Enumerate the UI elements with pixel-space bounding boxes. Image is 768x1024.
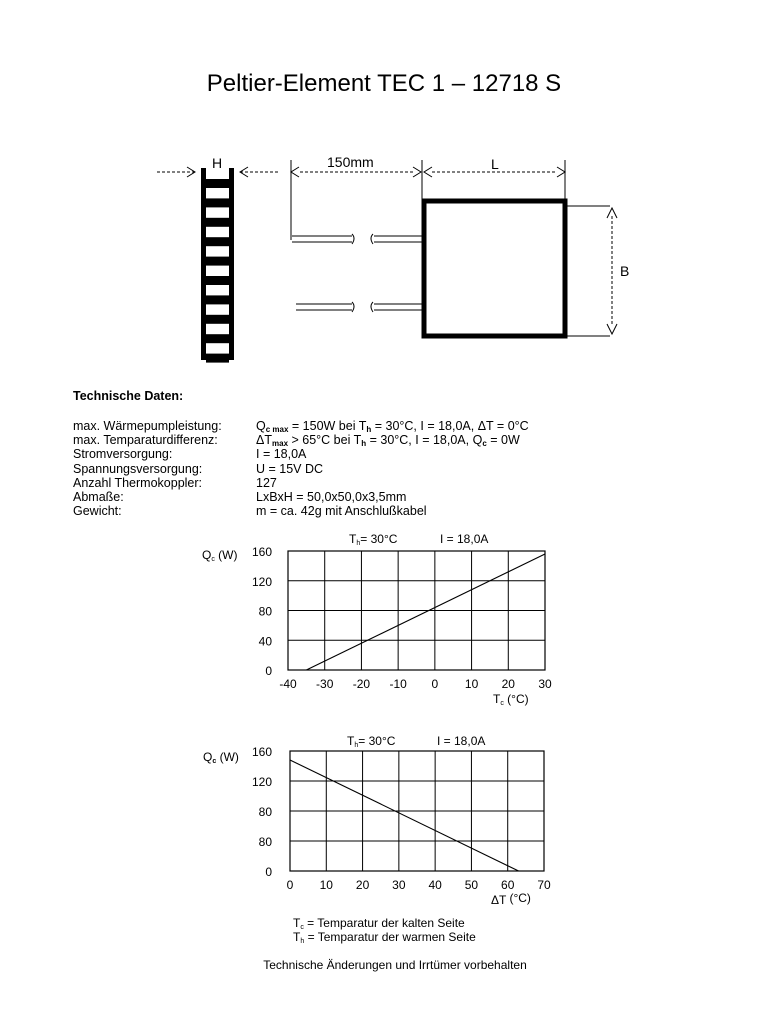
side-view-rung <box>206 218 229 227</box>
spec-label: Gewicht: <box>73 504 122 519</box>
spec-label: Abmaße: <box>73 490 124 504</box>
x-tick-label: 50 <box>464 878 479 892</box>
y-tick-label: 160 <box>251 545 272 559</box>
series-line <box>306 554 545 670</box>
side-view-rung <box>206 179 229 188</box>
chart-header-current: I = 18,0A <box>440 532 489 546</box>
spec-value: $\Delta T_{max} > 65^\circ C$ bei $T_h = 30^\circ C$, I = 18,0A, $Q_c = 0W$ <box>256 433 520 449</box>
y-tick-label: 40 <box>258 634 272 649</box>
x-axis-label: ΔT (°C) <box>491 891 531 907</box>
y-tick-label: 80 <box>258 604 272 619</box>
x-tick-label: -20 <box>352 677 371 691</box>
y-tick-label: 120 <box>251 574 272 589</box>
spec-value: I = 18,0A <box>256 447 307 462</box>
spec-value: U = 15V DC <box>256 461 324 476</box>
y-tick-label: 160 <box>251 745 272 759</box>
side-view-rung <box>206 237 229 246</box>
side-view-rung <box>206 315 229 324</box>
spec-label: Stromversorgung: <box>73 447 173 462</box>
chart-qc-vs-tc <box>190 528 560 713</box>
x-tick-label: 60 <box>501 878 515 892</box>
label-l: L <box>491 156 499 172</box>
spec-value: m = ca. 42g mit Anschlußkabel <box>256 504 427 519</box>
legend-tc: $T_c$ = Temparatur der kalten Seite <box>293 916 465 931</box>
x-tick-label: 40 <box>428 878 442 892</box>
x-tick-label: 0 <box>431 677 439 691</box>
element-side-view <box>201 168 234 363</box>
side-view-rung <box>206 295 229 304</box>
x-tick-label: 30 <box>392 878 406 892</box>
side-view-rung <box>206 257 229 266</box>
x-tick-label: 10 <box>319 878 333 892</box>
chart-header-th: Th= 30°C <box>349 532 398 547</box>
specs-heading: Technische Daten: <box>73 389 184 403</box>
x-tick-label: -10 <box>389 677 407 691</box>
y-tick-label: 80 <box>258 835 272 849</box>
page-title: Peltier-Element TEC 1 – 12718 S <box>206 70 562 97</box>
spec-label: Anzahl Thermokoppler: <box>73 475 203 490</box>
side-view-rung <box>206 334 229 343</box>
x-tick-label: 10 <box>464 677 479 691</box>
x-tick-label: 70 <box>537 878 551 892</box>
spec-label: max. Temparaturdifferenz: <box>73 433 218 448</box>
cable-lower <box>296 302 424 312</box>
spec-label: max. Wärmepumpleistung: <box>73 419 222 433</box>
dimension-drawing <box>0 140 768 370</box>
label-cable-length: 150mm <box>327 154 374 170</box>
y-tick-label: 120 <box>251 775 272 789</box>
chart-qc-vs-dt <box>190 730 560 910</box>
x-tick-label: 20 <box>501 677 515 691</box>
legend-th: $T_h$ = Temparatur der warmen Seite <box>293 930 476 945</box>
chart-header-current: I = 18,0A <box>437 734 486 748</box>
y-tick-label: 0 <box>265 664 272 678</box>
series-line <box>290 760 519 871</box>
side-view-rung <box>206 276 229 285</box>
spec-value: LxBxH = 50,0x50,0x3,5mm <box>256 490 407 504</box>
spec-value: $Q_{c max} = 150W$ bei $T_h = 30^\circ C$, I = 18,0A, ΔT = 0°C <box>256 419 529 434</box>
disclaimer: Technische Änderungen und Irrtümer vorbehalten <box>263 958 527 972</box>
spec-label: Spannungsversorgung: <box>73 461 203 476</box>
side-view-rung <box>206 198 229 207</box>
x-tick-label: -40 <box>279 677 297 691</box>
x-tick-label: -30 <box>316 677 334 691</box>
y-axis-label: Qc (W) <box>202 548 238 563</box>
y-tick-label: 80 <box>258 805 272 819</box>
side-view-rung <box>206 354 229 363</box>
cable-upper <box>292 234 424 244</box>
x-tick-label: 0 <box>286 878 294 892</box>
y-tick-label: 0 <box>265 865 272 879</box>
x-tick-label: 20 <box>355 878 370 892</box>
label-b: B <box>620 263 630 279</box>
label-h: H <box>212 155 223 171</box>
x-tick-label: 30 <box>538 677 552 691</box>
chart-header-th: Th= 30°C <box>347 734 396 749</box>
y-axis-label: Qc (W) <box>203 750 239 765</box>
spec-value: 127 <box>256 475 277 490</box>
x-axis-label: Tc (°C) <box>493 692 529 707</box>
element-top-view <box>424 201 565 336</box>
